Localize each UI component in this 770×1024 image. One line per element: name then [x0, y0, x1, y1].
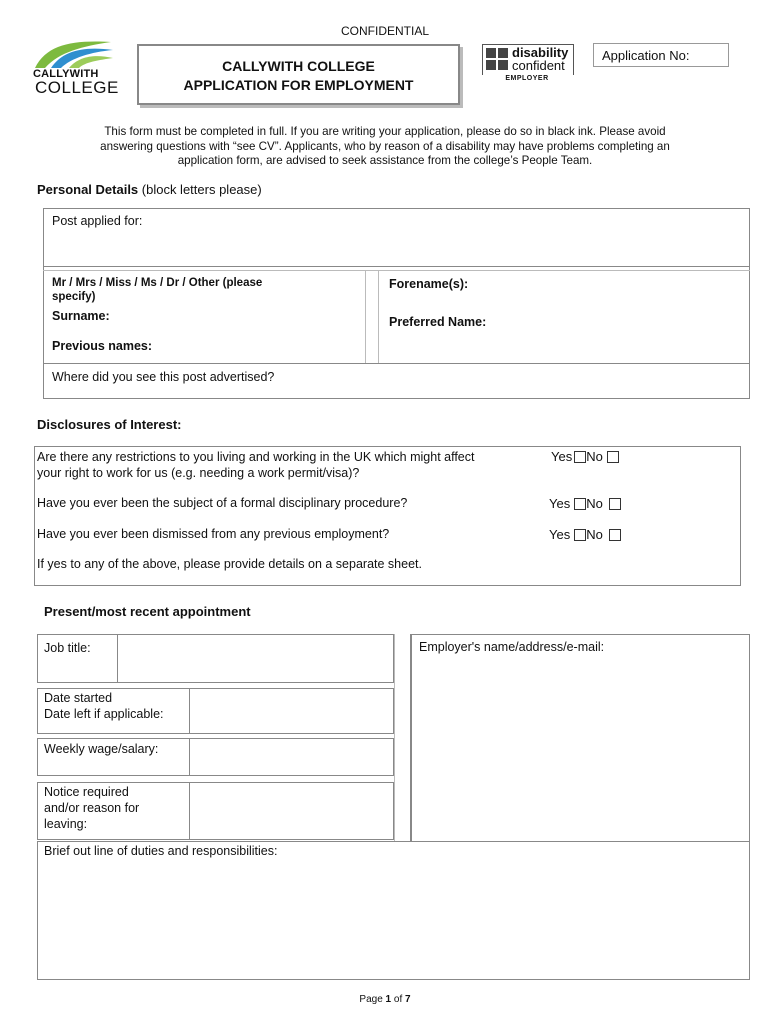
badge-text-confident: confident — [512, 58, 565, 73]
badge-text-disability: disability — [512, 45, 569, 60]
q2-yes-label: Yes — [549, 496, 571, 511]
surname-field[interactable]: Surname: — [52, 309, 110, 323]
notice-label-line3: leaving: — [44, 817, 88, 831]
intro-text — [40, 125, 730, 169]
q3-no-label: No — [586, 527, 603, 542]
logo-text-college: COLLEGE — [35, 78, 119, 97]
q1-yes-checkbox[interactable] — [574, 451, 586, 463]
q1-no-label: No — [586, 449, 603, 464]
personal-details-heading — [37, 182, 262, 197]
post-applied-divider — [43, 266, 750, 267]
date-left-label: Date left if applicable: — [44, 707, 164, 721]
disclosure-q1-line1: Are there any restrictions to you living and working in the UK which might affect — [37, 450, 475, 464]
names-divider — [43, 363, 750, 364]
intro-line2: answering questions with “see CV”. Applicants, who by reason of a disability may have problems completing an — [100, 139, 670, 153]
post-applied-divider-2 — [43, 270, 750, 271]
disclosure-q1-line2: your right to work for us (e.g. needing a work permit/visa)? — [37, 466, 360, 480]
personal-details-title: Personal Details — [37, 182, 139, 197]
disability-confident-badge — [482, 44, 574, 86]
badge-symbol-icon — [486, 48, 508, 70]
job-title-input[interactable] — [119, 636, 392, 681]
job-title-divider — [117, 634, 118, 683]
disclosure-q2-answer — [549, 496, 621, 511]
personal-details-note: (block letters please) — [138, 182, 262, 197]
logo-text-callywith: CALLYWITH — [33, 68, 99, 80]
application-no-field[interactable]: Application No: — [593, 43, 729, 67]
page-prefix: Page — [359, 994, 386, 1005]
confidential-label: CONFIDENTIAL — [340, 24, 429, 38]
q1-no-checkbox[interactable] — [607, 451, 619, 463]
job-title-label: Job title: — [44, 641, 91, 655]
names-column-divider — [365, 270, 379, 363]
disclosure-q1-answer — [551, 449, 619, 464]
disclosure-q1 — [37, 449, 474, 481]
appointment-column-gap — [394, 634, 411, 842]
disclosure-q3: Have you ever been dismissed from any previous employment? — [37, 527, 390, 541]
intro-line3: application form, are advised to seek assistance from the college’s People Team. — [177, 154, 593, 167]
notice-divider — [189, 782, 190, 840]
notice-label-line1: Notice required — [44, 785, 129, 799]
preferred-name-field[interactable]: Preferred Name: — [389, 315, 487, 329]
dates-input[interactable] — [191, 690, 392, 732]
notice-input[interactable] — [191, 784, 392, 838]
q2-no-label: No — [586, 496, 603, 511]
post-applied-field[interactable]: Post applied for: — [52, 214, 143, 228]
form-title-line1: CALLYWITH COLLEGE — [222, 58, 375, 74]
advertised-field[interactable]: Where did you see this post advertised? — [52, 370, 275, 384]
notice-label — [44, 784, 139, 832]
disclosure-q2: Have you ever been the subject of a formal disciplinary procedure? — [37, 496, 408, 510]
date-started-label: Date started — [44, 691, 113, 705]
titles-label-line2: specify) — [52, 291, 96, 303]
q2-yes-checkbox[interactable] — [574, 498, 586, 510]
disclosure-q3-answer — [549, 527, 621, 542]
employer-field[interactable]: Employer's name/address/e-mail: — [419, 640, 605, 654]
page-number — [0, 994, 770, 1005]
appointment-heading: Present/most recent appointment — [44, 604, 251, 619]
wage-label: Weekly wage/salary: — [44, 742, 159, 756]
q2-no-checkbox[interactable] — [609, 498, 621, 510]
titles-label-line1: Mr / Mrs / Miss / Ms / Dr / Other (please — [52, 277, 263, 289]
q1-yes-label: Yes — [551, 449, 573, 464]
badge-text-employer: EMPLOYER — [505, 75, 549, 82]
page-current: 1 — [385, 994, 392, 1005]
form-title-line2: APPLICATION FOR EMPLOYMENT — [183, 77, 414, 93]
forenames-field[interactable]: Forename(s): — [389, 277, 469, 291]
page-of: of — [391, 994, 406, 1005]
duties-field[interactable]: Brief out line of duties and responsibilities: — [44, 844, 278, 858]
wage-input[interactable] — [191, 740, 392, 774]
intro-line1: This form must be completed in full. If you are writing your application, please do so in black ink. Please avoid — [104, 125, 666, 138]
page-total: 7 — [405, 994, 411, 1005]
dates-divider — [189, 688, 190, 734]
q3-no-checkbox[interactable] — [609, 529, 621, 541]
notice-label-line2: and/or reason for — [44, 801, 140, 815]
q3-yes-label: Yes — [549, 527, 571, 542]
previous-names-field[interactable]: Previous names: — [52, 339, 153, 353]
form-title-box — [137, 44, 460, 105]
disclosure-note: If yes to any of the above, please provide details on a separate sheet. — [37, 557, 422, 571]
disclosures-heading: Disclosures of Interest: — [37, 417, 182, 432]
wage-divider — [189, 738, 190, 776]
logo-swoosh-icon — [33, 38, 115, 70]
q3-yes-checkbox[interactable] — [574, 529, 586, 541]
